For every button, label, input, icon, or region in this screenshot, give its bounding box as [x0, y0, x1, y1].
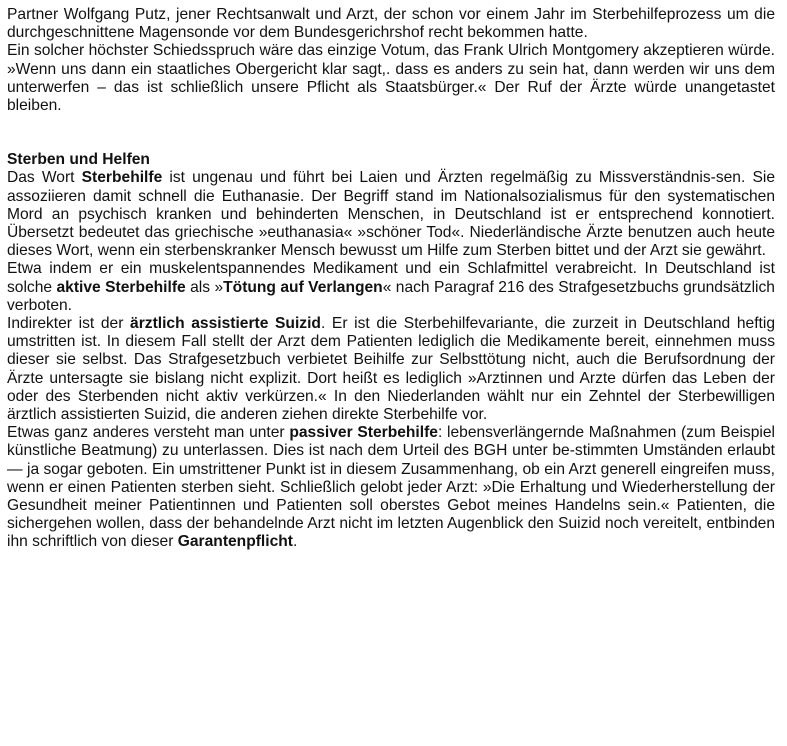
- document-page: [7, 6, 775, 552]
- section-paragraph-4: [7, 424, 775, 551]
- bold-term-sterbehilfe: Sterbehilfe: [81, 169, 163, 187]
- text-span: Das Wort: [7, 169, 82, 187]
- text-span: ist ungenau und führt bei Laien und Ärzten regelmäßig zu Missverständnis-sen. Sie assoziieren damit schnell die Euthanasie. Der Begriff stand im Nationalsozialismus für den systematischen Mord an psychisch kranken und behinderten Menschen, in Deutschland ist er entsprechend konnotiert. Übersetzt bedeutet das griechische »euthanasia« »schöner Tod«. Niederländische Ärzte benutzen auch heute dieses Wort, wenn ein sterbenskranker Mensch bewusst um Hilfe zum Sterben bittet und der Arzt sie gewährt.: [7, 169, 775, 260]
- section-paragraph-3: [7, 315, 775, 424]
- intro-paragraph-2: Ein solcher höchster Schiedsspruch wäre das einzige Votum, das Frank Ulrich Montgomery akzeptieren würde. »Wenn uns dann ein staatliches Obergericht klar sagt,. dass es anders zu sein hat, dann werden wir uns dem unterwerfen – das ist schließlich unsere Pflicht als Staatsbürger.« Der Ruf der Ärzte würde unangetastet bleiben.: [7, 42, 775, 115]
- text-span: Etwa indem er ein muskelentspannendes Medikament und ein Schlafmittel verabreicht. In Deutschland ist solche: [7, 260, 775, 296]
- text-span: Indirekter ist der: [7, 315, 131, 333]
- section-paragraph-2: [7, 260, 775, 315]
- text-span: Etwas ganz anderes versteht man unter: [7, 424, 290, 442]
- bold-term-assistierter-suizid: ärztlich assistierte Suizid: [130, 315, 321, 333]
- section-gap: [7, 115, 775, 151]
- bold-term-passive-sterbehilfe: passiver Sterbehilfe: [289, 424, 438, 442]
- text-span: « nach Paragraf 216 des Strafgesetzbuchs grundsätzlich verboten.: [7, 278, 775, 314]
- bold-term-aktive-sterbehilfe: aktive Sterbehilfe: [56, 278, 186, 296]
- bold-term-toetung-auf-verlangen: Tötung auf Verlangen: [223, 278, 383, 296]
- text-span: .: [292, 533, 298, 551]
- text-span: als »: [185, 278, 224, 296]
- section-heading: Sterben und Helfen: [7, 151, 150, 169]
- text-span: : lebensverlängernde Maßnahmen (zum Beispiel künstliche Beatmung) zu unterlassen. Dies ist nach dem Urteil des BGH unter be-stimmten Umständen erlaubt — ja sogar geboten. Ein umstrittener Punkt ist in diesem Zusammenhang, ob ein Arzt generell eingreifen muss, wenn er einen Patienten sterben sieht. Schließlich gelobt jeder Arzt: »Die Erhaltung und Wiederherstellung der Gesundheit meiner Patientinnen und Patienten soll oberstes Gebot meines Handelns sein.« Patienten, die sichergehen wollen, dass der behandelnde Arzt nicht im letzten Augenblick den Suizid noch vereitelt, entbinden ihn schriftlich von dieser: [7, 424, 775, 551]
- intro-paragraph-1: Partner Wolfgang Putz, jener Rechtsanwalt und Arzt, der schon vor einem Jahr im Sterbehilfeprozess um die durchgeschnittene Magensonde vor dem Bundesgerichrshof recht bekommen hatte.: [7, 6, 775, 42]
- bold-term-garantenpflicht: Garantenpflicht: [177, 533, 293, 551]
- section-paragraph-1: [7, 169, 775, 260]
- text-span: . Er ist die Sterbehilfevariante, die zurzeit in Deutschland heftig umstritten ist. In diesem Fall stellt der Arzt dem Patienten lediglich die Medikamente bereit, einnehmen muss dieser sie selbst. Das Strafgesetzbuch verbietet Beihilfe zur Selbsttötung nicht, auch die Berufsordnung der Ärzte untersagte sie bislang nicht explizit. Dort heißt es lediglich »Arztinnen und Arzte dürfen das Leben der oder des Sterbenden nicht aktiv verkürzen.« In den Niederlanden wählt nur ein Zehntel der Sterbewilligen ärztlich assistierten Suizid, die anderen ziehen direkte Sterbehilfe vor.: [7, 315, 776, 424]
